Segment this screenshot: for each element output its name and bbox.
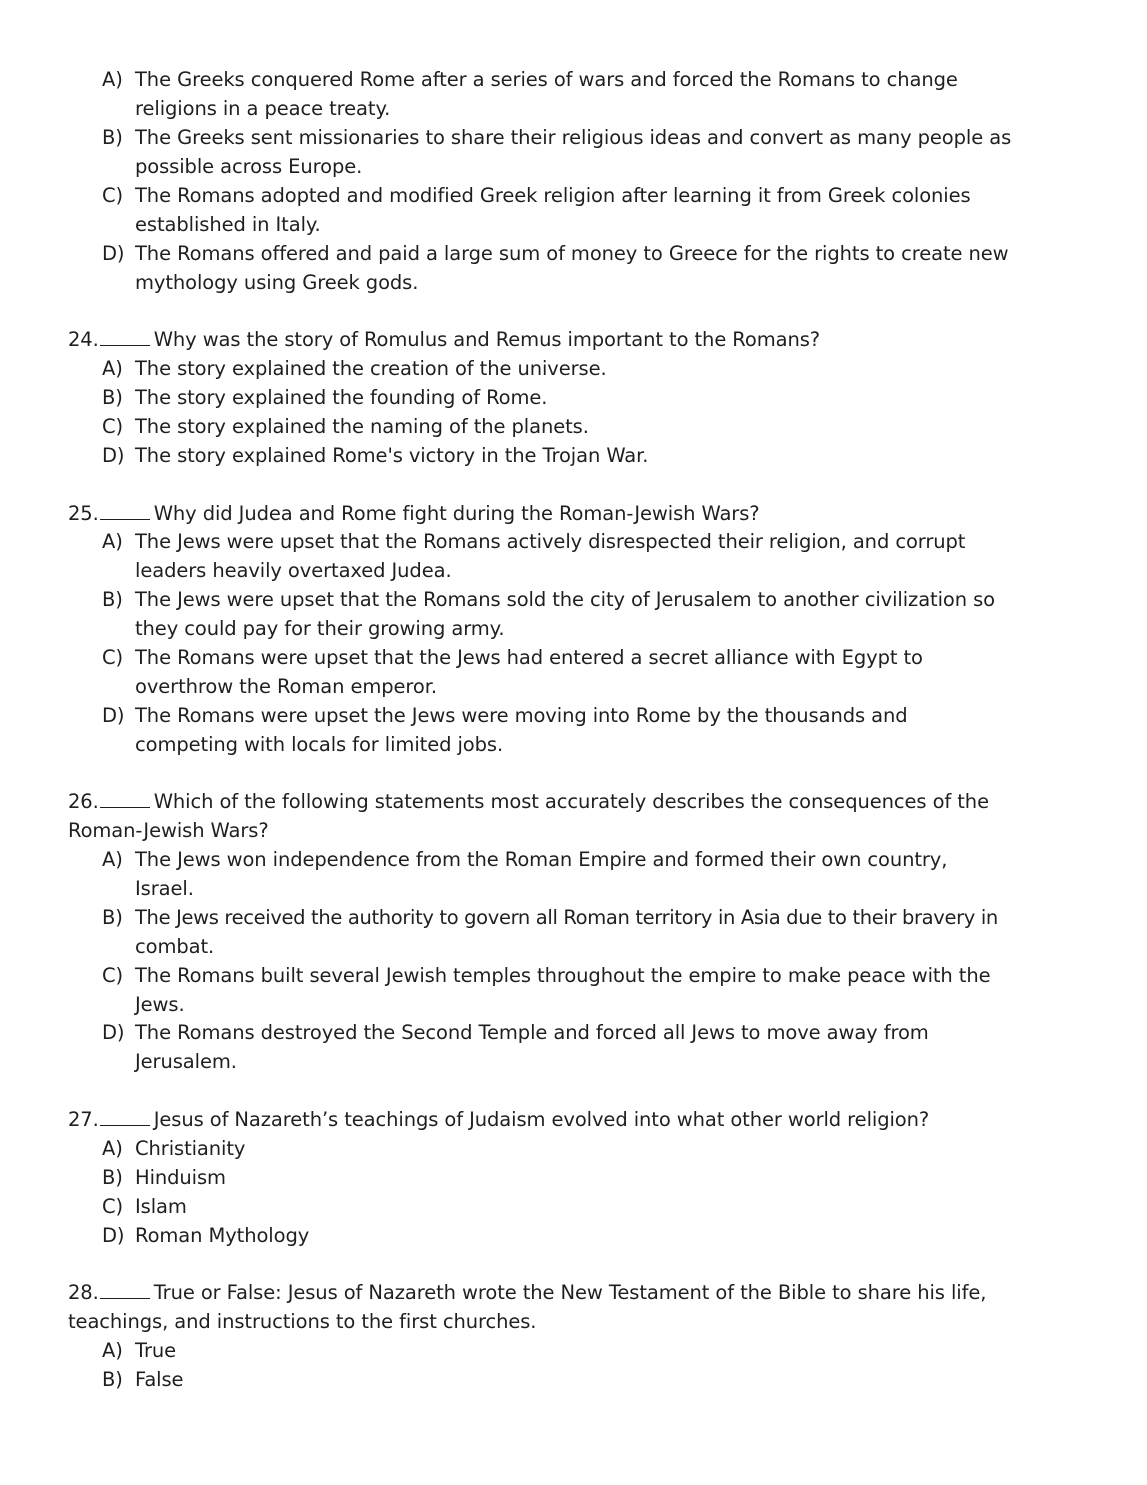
option-letter: B) (102, 126, 123, 149)
question-text: teachings, and instructions to the first churches. (68, 1310, 537, 1333)
question-number: 26. (68, 790, 99, 813)
option-text: The Greeks conquered Rome after a series of wars and forced the Romans to change (135, 68, 958, 91)
option-text: The story explained the naming of the planets. (135, 415, 589, 438)
option-text: Hinduism (135, 1166, 226, 1189)
option-letter: C) (102, 646, 124, 669)
option-text: overthrow the Roman emperor. (135, 675, 437, 698)
option-letter: C) (102, 1195, 124, 1218)
option-text: they could pay for their growing army. (135, 617, 505, 640)
option-text: mythology using Greek gods. (135, 271, 419, 294)
option-letter: B) (102, 906, 123, 929)
option-text: possible across Europe. (135, 155, 363, 178)
option-text: religions in a peace treaty. (135, 97, 391, 120)
option-letter: D) (102, 444, 125, 467)
option-letter: A) (102, 68, 123, 91)
question-number: 24. (68, 328, 99, 351)
option-letter: D) (102, 704, 125, 727)
question-stem (68, 1105, 929, 1134)
option-text: Jerusalem. (135, 1050, 237, 1073)
option-text: The Jews were upset that the Romans sold the city of Jerusalem to another civilization so (135, 588, 995, 611)
option-text: The Jews were upset that the Romans actively disrespected their religion, and corrupt (135, 530, 966, 553)
option-letter: C) (102, 415, 124, 438)
option-letter: B) (102, 1166, 123, 1189)
option-text: The Romans built several Jewish temples throughout the empire to make peace with the (135, 964, 991, 987)
option-letter: B) (102, 588, 123, 611)
question-text: Jesus of Nazareth’s teachings of Judaism evolved into what other world religion? (153, 1108, 930, 1131)
question-text: Which of the following statements most accurately describes the consequences of the (153, 790, 989, 813)
question-number: 27. (68, 1108, 99, 1131)
option-text: The Jews received the authority to govern all Roman territory in Asia due to their bravery in (135, 906, 998, 929)
option-letter: D) (102, 242, 125, 265)
option-text: The Romans were upset that the Jews had entered a secret alliance with Egypt to (135, 646, 923, 669)
answer-blank[interactable] (100, 1105, 150, 1126)
option-letter: D) (102, 1224, 125, 1247)
question-stem (68, 499, 760, 528)
question-stem-cont (68, 816, 269, 845)
option-text: leaders heavily overtaxed Judea. (135, 559, 452, 582)
option-letter: B) (102, 1368, 123, 1391)
question-stem-cont (68, 1307, 536, 1336)
option-text: The Greeks sent missionaries to share their religious ideas and convert as many people as (135, 126, 1012, 149)
option-text: The Romans offered and paid a large sum of money to Greece for the rights to create new (135, 242, 1009, 265)
option-letter: A) (102, 530, 123, 553)
option-text: The story explained Rome's victory in the Trojan War. (135, 444, 649, 467)
option-text: Christianity (135, 1137, 246, 1160)
option-letter: A) (102, 357, 123, 380)
question-stem (68, 787, 989, 816)
option-text: competing with locals for limited jobs. (135, 733, 504, 756)
option-letter: D) (102, 1021, 125, 1044)
option-text: Israel. (135, 877, 194, 900)
option-letter: B) (102, 386, 123, 409)
question-text: Why was the story of Romulus and Remus important to the Romans? (153, 328, 821, 351)
option-text: True (135, 1339, 177, 1362)
option-text: The Romans were upset the Jews were moving into Rome by the thousands and (135, 704, 908, 727)
question-text: Roman-Jewish Wars? (68, 819, 269, 842)
option-text: Islam (135, 1195, 187, 1218)
option-letter: A) (102, 1339, 123, 1362)
option-text: The Romans destroyed the Second Temple and forced all Jews to move away from (135, 1021, 929, 1044)
question-number: 25. (68, 502, 99, 525)
option-letter: C) (102, 184, 124, 207)
question-text: Why did Judea and Rome fight during the Roman-Jewish Wars? (153, 502, 760, 525)
question-stem (68, 1278, 986, 1307)
option-text: The Jews won independence from the Roman Empire and formed their own country, (135, 848, 948, 871)
option-letter: A) (102, 1137, 123, 1160)
option-text: The Romans adopted and modified Greek religion after learning it from Greek colonies (135, 184, 971, 207)
option-letter: A) (102, 848, 123, 871)
option-text: The story explained the founding of Rome. (135, 386, 548, 409)
option-text: Jews. (135, 993, 185, 1016)
option-letter: C) (102, 964, 124, 987)
question-text: True or False: Jesus of Nazareth wrote the New Testament of the Bible to share his life, (153, 1281, 987, 1304)
question-stem (68, 325, 820, 354)
option-text: The story explained the creation of the universe. (135, 357, 607, 380)
option-text: combat. (135, 935, 215, 958)
option-text: established in Italy. (135, 213, 321, 236)
option-text: Roman Mythology (135, 1224, 310, 1247)
answer-blank[interactable] (100, 499, 150, 520)
answer-blank[interactable] (100, 787, 150, 808)
answer-blank[interactable] (100, 325, 150, 346)
option-text: False (135, 1368, 184, 1391)
question-number: 28. (68, 1281, 99, 1304)
answer-blank[interactable] (100, 1278, 150, 1299)
